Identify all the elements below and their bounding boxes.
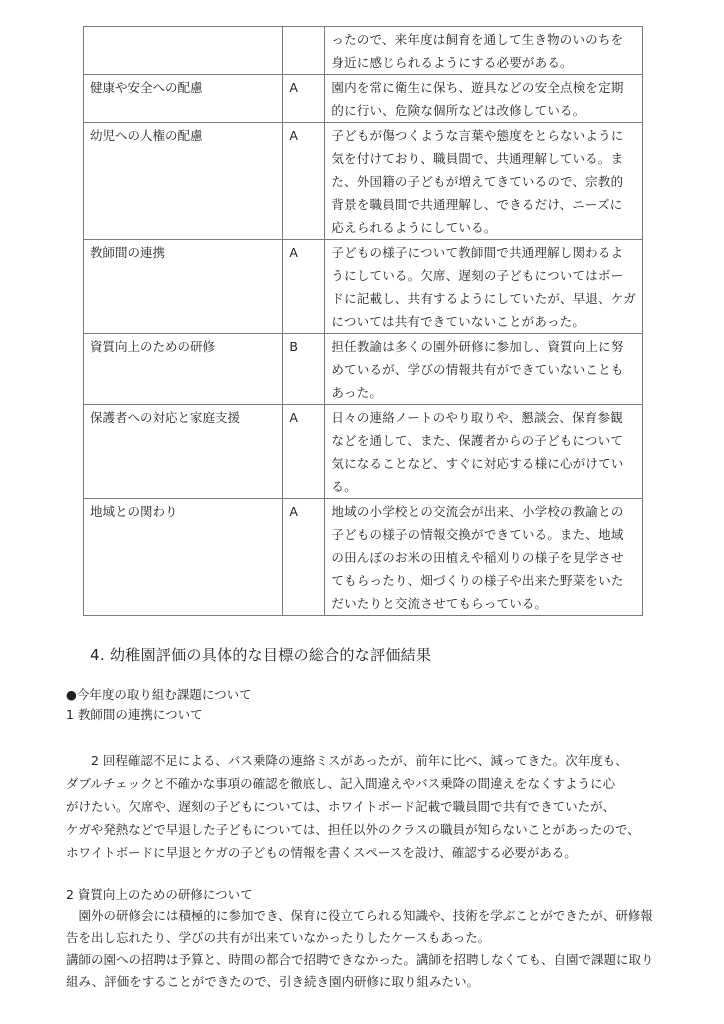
description-line: うにしている。欠席、遅刻の子どもについてはボー [331, 268, 624, 283]
grade-cell: A [283, 240, 325, 334]
grade-cell: A [283, 499, 325, 616]
item-cell: 健康や安全への配慮 [84, 75, 283, 123]
description-line: などを通して、また、保護者からの子どもについて [331, 433, 624, 448]
description-line: 背景を職員間で共通理解し、できるだけ、ニーズに [331, 197, 623, 212]
grade-cell: A [283, 123, 325, 240]
description-line: 身近に感じられるようにする必要がある。 [331, 55, 573, 70]
section-title: 4. 幼稚園評価の具体的な目標の総合的な評価結果 [90, 646, 432, 664]
paragraph-line: 園外の研修会には積極的に参加でき、保育に役立てられる知識や、技術を学ぶことができたが、研修報 [66, 908, 653, 923]
description-cell [325, 240, 643, 334]
topic2-paragraph [66, 905, 654, 993]
table-row [84, 405, 643, 499]
topic1-title: 1 教師間の連携について [66, 707, 203, 722]
table-row [84, 499, 643, 616]
description-cell [325, 27, 643, 75]
description-cell [325, 123, 643, 240]
paragraph-line: ホワイトボードに早退とケガの子どもの情報を書くスペースを設け、確認する必要がある。 [66, 845, 577, 860]
description-cell [325, 499, 643, 616]
paragraph-line: ダブルチェックと不確かな事項の確認を徹底し、記入間違えやバス乗降の間違えをなくすように心 [66, 776, 616, 791]
table-row [84, 123, 643, 240]
table-row [84, 334, 643, 405]
description-line: 子どもが傷つくような言葉や態度をとらないように [331, 128, 624, 143]
issues-heading: ●今年度の取り組む課題について [66, 687, 252, 702]
paragraph-line: ケガや発熱などで早退した子どもについては、担任以外のクラスの職員が知らないことがあったので、 [66, 822, 640, 837]
description-line: の田んぼのお米の田植えや稲刈りの様子を見学させ [331, 550, 624, 565]
description-line: 気を付けており、職員間で、共通理解している。ま [331, 151, 624, 166]
topic2-title: 2 資質向上のための研修について [66, 887, 253, 902]
description-line: 日々の連絡ノートのやり取りや、懇談会、保育参観 [331, 410, 623, 425]
paragraph-line: 告を出し忘れたり、学びの共有が出来ていなかったりしたケースもあった。 [66, 930, 491, 945]
paragraph-line: 講師の園への招聘は予算と、時間の都合で招聘できなかった。講師を招聘しなくても、自園で課題に取り [66, 952, 654, 967]
item-cell: 教師間の連携 [84, 240, 283, 334]
evaluation-table [83, 26, 643, 616]
paragraph-line: 組み、評価をすることができたので、引き続き園内研修に取り組みたい。 [66, 974, 480, 989]
description-line: 気になることなど、すぐに対応する様に心がけてい [331, 456, 624, 471]
item-cell: 資質向上のための研修 [84, 334, 283, 405]
item-cell: 幼児への人権の配慮 [84, 123, 283, 240]
description-line: めているが、学びの情報共有ができていないことも [331, 362, 624, 377]
grade-cell: A [283, 405, 325, 499]
item-cell [84, 27, 283, 75]
description-line: ったので、来年度は飼育を通して生き物のいのちを [331, 32, 624, 47]
item-cell: 保護者への対応と家庭支援 [84, 405, 283, 499]
description-line: 子どもの様子について教師間で共通理解し関わるよ [331, 245, 624, 260]
table-row [84, 75, 643, 123]
paragraph-line: 2 回程確認不足による、バス乗降の連絡ミスがあったが、前年に比べ、減ってきた。次年度も、 [66, 753, 628, 768]
description-line: 担任教諭は多くの園外研修に参加し、資質向上に努 [331, 339, 624, 354]
description-cell [325, 75, 643, 123]
description-line: た、外国籍の子どもが増えてきているので、宗教的 [331, 174, 624, 189]
description-line: 応えられるようにしている。 [331, 220, 497, 235]
item-cell: 地域との関わり [84, 499, 283, 616]
table-row [84, 27, 643, 75]
description-cell [325, 405, 643, 499]
grade-cell: B [283, 334, 325, 405]
grade-cell [283, 27, 325, 75]
description-line: る。 [331, 479, 357, 494]
description-line: 地域の小学校との交流会が出来、小学校の教諭との [331, 504, 624, 519]
description-line: てもらったり、畑づくりの様子や出来た野菜をいた [331, 573, 624, 588]
description-line: 的に行い、危険な個所などは改修している。 [331, 103, 586, 118]
table-row [84, 240, 643, 334]
description-line: 園内を常に衛生に保ち、遊具などの安全点検を定期 [331, 80, 624, 95]
description-line: ドに記載し、共有するようにしていたが、早退、ケガ [331, 291, 636, 306]
paragraph-line: がけたい。欠席や、遅刻の子どもについては、ホワイトボード記載で職員間で共有できていたが、 [66, 799, 616, 814]
description-line: 子どもの様子の情報交換ができている。また、地域 [331, 527, 624, 542]
description-line: については共有できていないことがあった。 [331, 314, 586, 329]
description-cell [325, 334, 643, 405]
description-line: あった。 [331, 385, 383, 400]
description-line: だいたりと交流させてもらっている。 [331, 596, 548, 611]
grade-cell: A [283, 75, 325, 123]
topic1-paragraph [66, 749, 640, 864]
